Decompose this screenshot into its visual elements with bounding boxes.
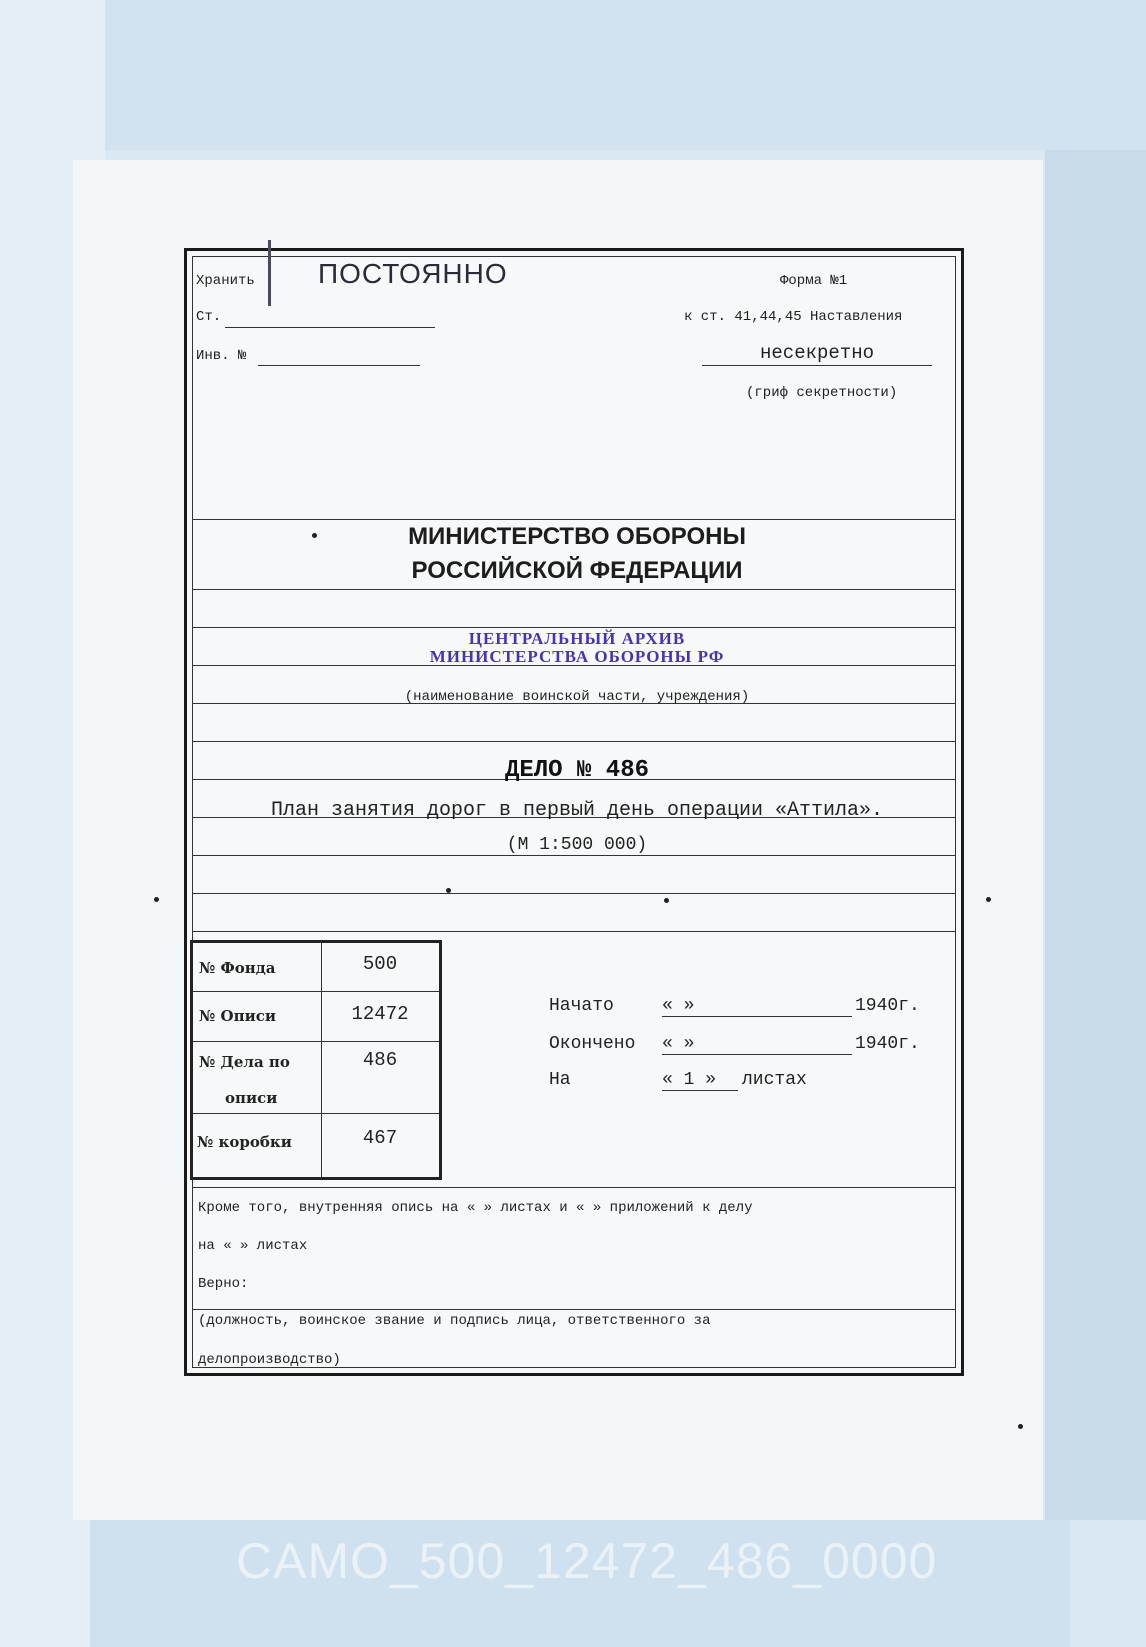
sheets-label: На [549,1070,571,1090]
scan-speck [664,898,669,903]
started-label: Начато [549,996,614,1016]
inv-underline [258,365,420,366]
ended-label: Окончено [549,1034,636,1054]
regulation-ref: к ст. 41,44,45 Наставления [684,309,903,325]
scan-speck [1018,1424,1023,1429]
form-label: Форма №1 [780,273,848,289]
sheets-unit: листах [742,1070,807,1090]
case-scale: (М 1:500 000) [506,835,648,855]
inventory-note: Кроме того, внутренняя опись на « » листах и « » приложений к делу [198,1200,753,1216]
box-value: 467 [362,1127,398,1149]
scan-speck [312,533,317,538]
case-number: 486 [605,757,650,784]
case-title: План занятия дорог в первый день операции «Аттила». [270,799,884,822]
scan-background-right [1045,150,1146,1520]
ministry-line-1: МИНИСТЕРСТВО ОБОРОНЫ [408,523,746,550]
st-underline [225,327,435,328]
case-row-value: 486 [362,1049,398,1071]
box-row [193,1113,439,1177]
fund-row [193,943,439,992]
case-number-heading [187,757,967,784]
secrecy-value: несекретно [702,342,932,366]
inventory-row [193,991,439,1042]
inventory-label: № Описи [199,1007,276,1025]
divider-line [193,1187,955,1188]
keep-label: Хранить [196,273,255,289]
ended-quote: « » [662,1034,852,1055]
verified-label: Верно: [198,1276,249,1292]
scan-speck [446,888,451,893]
fund-value: 500 [362,953,398,975]
keep-stamp: ПОСТОЯННО [318,258,508,289]
inventory-note-2: на « » листах [198,1238,308,1254]
ministry-line-2: РОССИЙСКОЙ ФЕДЕРАЦИИ [411,557,743,584]
divider-line [193,1309,955,1310]
divider-line [193,931,955,932]
inv-label: Инв. № [196,348,247,364]
started-year: 1940г. [855,996,920,1016]
inventory-value: 12472 [351,1003,409,1025]
divider-line [193,855,955,856]
scan-background-top [105,0,1146,150]
divider-line [193,627,955,628]
divider-line [193,741,955,742]
case-row [193,1041,439,1114]
st-label: Ст. [196,309,222,325]
started-quote: « » [662,996,852,1017]
secrecy-caption: (гриф секретности) [746,385,898,401]
stamp-bar [268,240,271,306]
scan-speck [154,897,159,902]
scan-speck [986,897,991,902]
sheets-value: « 1 » [662,1070,738,1091]
signature-caption: (должность, воинское звание и подпись лица, ответственного за [198,1313,711,1329]
divider-line [193,893,955,894]
fund-table [190,940,442,1180]
fund-label: № Фонда [199,959,276,977]
divider-line [193,519,955,520]
case-row-label: № Дела по [199,1053,290,1071]
archive-stamp-line-1: ЦЕНТРАЛЬНЫЙ АРХИВ [468,629,686,648]
case-row-label-2: описи [225,1089,278,1107]
signature-caption-2: делопроизводство) [198,1352,341,1368]
box-label: № коробки [197,1133,292,1151]
ended-year: 1940г. [855,1034,920,1054]
divider-line [193,589,955,590]
unit-caption: (наименование воинской части, учреждения) [404,689,750,705]
archive-stamp-line-2: МИНИСТЕРСТВА ОБОРОНЫ РФ [429,647,725,666]
archive-watermark: CAMO_500_12472_486_0000 [236,1533,938,1589]
case-label: ДЕЛО № [504,757,592,784]
